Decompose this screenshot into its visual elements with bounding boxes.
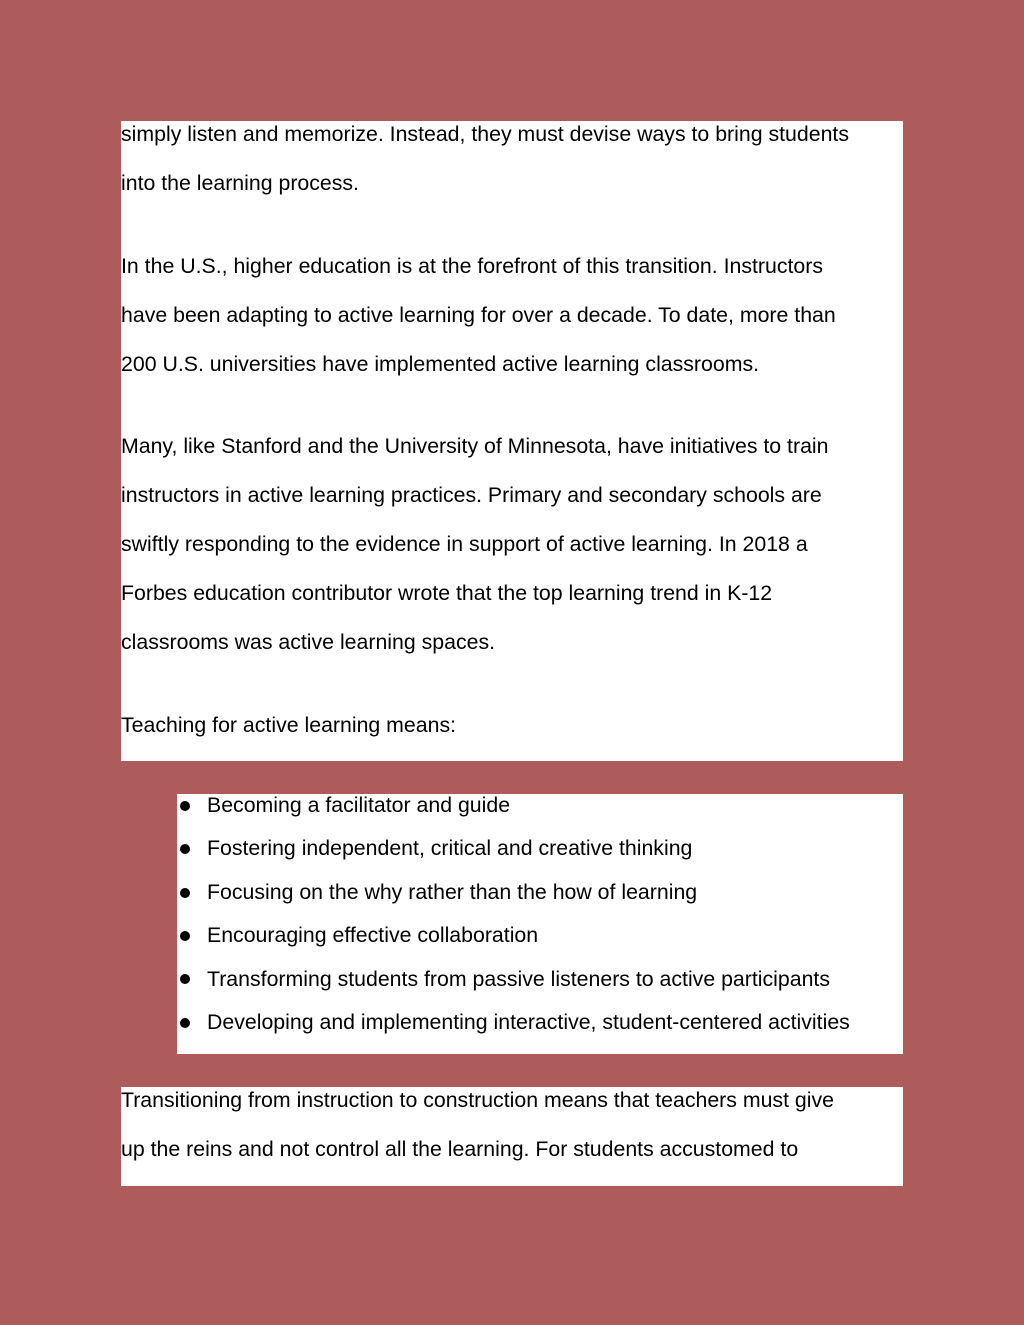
list-item [177, 784, 850, 827]
list-item [177, 827, 850, 870]
list-item-text: Focusing on the why rather than the how of learning [207, 879, 698, 904]
bullet-icon [180, 801, 190, 811]
paragraph-3-line-2: instructors in active learning practices. Primary and secondary schools are [121, 483, 822, 507]
list-item-text: Fostering independent, critical and creative thinking [207, 836, 693, 861]
bullet-list [177, 784, 850, 1044]
paragraph-3-line-3: swiftly responding to the evidence in support of active learning. In 2018 a [121, 532, 808, 556]
bullet-icon [180, 888, 190, 898]
text-block-intro [121, 121, 903, 761]
bullet-icon [180, 844, 190, 854]
paragraph-3-line-4: Forbes education contributor wrote that the top learning trend in K-12 [121, 581, 773, 605]
paragraph-3-line-1: Many, like Stanford and the University of Minnesota, have initiatives to train [121, 434, 829, 458]
list-item [177, 1001, 850, 1044]
bullet-list-block [177, 794, 903, 1054]
list-item [177, 958, 850, 1001]
paragraph-1-line-2: into the learning process. [121, 171, 359, 195]
text-block-closing [121, 1087, 903, 1186]
list-item [177, 914, 850, 957]
paragraph-5-line-1: Transitioning from instruction to construction means that teachers must give [121, 1088, 834, 1112]
paragraph-2-line-3: 200 U.S. universities have implemented active learning classrooms. [121, 352, 760, 376]
paragraph-5-line-2: up the reins and not control all the learning. For students accustomed to [121, 1137, 799, 1161]
bullet-icon [180, 1018, 190, 1028]
list-item-text: Encouraging effective collaboration [207, 923, 539, 948]
bullet-icon [180, 931, 190, 941]
list-item-text: Transforming students from passive listeners to active participants [207, 966, 830, 991]
paragraph-1-line-1: simply listen and memorize. Instead, they must devise ways to bring students [121, 122, 849, 146]
bullet-icon [180, 974, 190, 984]
paragraph-2-line-1: In the U.S., higher education is at the forefront of this transition. Instructors [121, 254, 823, 278]
list-item-text: Becoming a facilitator and guide [207, 793, 511, 817]
paragraph-2-line-2: have been adapting to active learning for over a decade. To date, more than [121, 303, 836, 327]
paragraph-4-line-1: Teaching for active learning means: [121, 713, 457, 737]
paragraph-3-line-5: classrooms was active learning spaces. [121, 630, 496, 654]
list-item [177, 871, 850, 914]
list-item-text: Developing and implementing interactive, student-centered activities [207, 1010, 850, 1035]
